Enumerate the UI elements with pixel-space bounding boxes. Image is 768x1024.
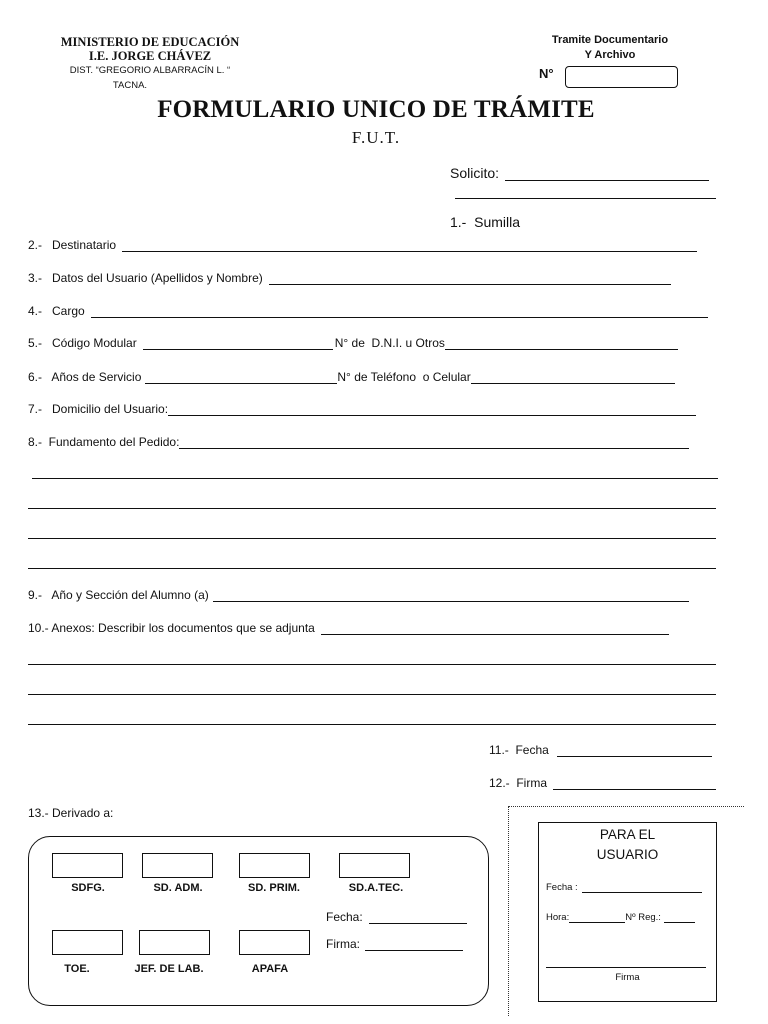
anexos-line[interactable] <box>28 664 716 665</box>
datos-usuario-label: 3.- Datos del Usuario (Apellidos y Nombre) <box>28 271 263 285</box>
fecha-field[interactable] <box>557 745 712 757</box>
user-receipt-reg-field[interactable] <box>664 913 695 923</box>
user-receipt-title-line1: PARA EL <box>599 827 656 842</box>
anio-seccion-field[interactable] <box>213 590 689 602</box>
checkbox-jef-lab[interactable] <box>139 930 210 955</box>
derivado-fecha <box>326 910 467 924</box>
fecha-label: 11.- Fecha <box>489 743 549 757</box>
fundamento-line[interactable] <box>28 508 716 509</box>
cut-line-horizontal <box>508 806 744 807</box>
destinatario-label: 2.- Destinatario <box>28 238 117 252</box>
solicito-field[interactable] <box>505 169 709 181</box>
cargo-row <box>28 302 708 318</box>
anio-seccion-label: 9.- Año y Sección del Alumno (a) <box>28 588 209 602</box>
derivado-firma-label: Firma: <box>326 937 360 951</box>
user-receipt-hora-label: Hora: <box>546 912 570 923</box>
option-label-sd-adm: SD. ADM. <box>153 882 203 894</box>
option-label-sdfg: SDFG. <box>71 882 105 894</box>
destinatario-field[interactable] <box>122 240 697 252</box>
anio-seccion-row <box>28 586 689 602</box>
anios-servicio-row <box>28 368 675 384</box>
checkbox-toe[interactable] <box>52 930 123 955</box>
derivado-label: 13.- Derivado a: <box>28 806 114 820</box>
anexos-line[interactable] <box>28 724 716 725</box>
solicito-row <box>450 163 709 181</box>
cargo-field[interactable] <box>91 306 708 318</box>
form-title: FORMULARIO UNICO DE TRÁMITE <box>157 96 595 123</box>
destinatario-row <box>28 236 697 252</box>
document-number-label: N° <box>539 66 554 81</box>
user-receipt-signature-line[interactable] <box>546 967 706 968</box>
dni-field[interactable] <box>445 338 678 350</box>
office-name-line1: Tramite Documentario <box>551 34 669 46</box>
checkbox-sd-prim[interactable] <box>239 853 310 878</box>
datos-usuario-field[interactable] <box>269 273 671 285</box>
derivado-fecha-field[interactable] <box>369 912 467 924</box>
fundamento-label: 8.- Fundamento del Pedido: <box>28 435 180 449</box>
city-name: TACNA. <box>112 80 148 91</box>
domicilio-label: 7.- Domicilio del Usuario: <box>28 402 169 416</box>
fundamento-field[interactable] <box>179 437 689 449</box>
user-receipt-fecha <box>546 882 702 893</box>
derivado-firma-field[interactable] <box>365 939 463 951</box>
checkbox-sdfg[interactable] <box>52 853 123 878</box>
fecha-row <box>489 741 712 757</box>
form-subtitle: F.U.T. <box>351 128 401 147</box>
firma-label: 12.- Firma <box>489 776 548 790</box>
checkbox-apafa[interactable] <box>239 930 310 955</box>
cut-line-vertical <box>508 806 509 1016</box>
domicilio-row <box>28 400 696 416</box>
derivado-firma <box>326 937 463 951</box>
fundamento-line[interactable] <box>28 538 716 539</box>
domicilio-field[interactable] <box>168 404 696 416</box>
district-name: DIST. “GREGORIO ALBARRACÍN L. “ <box>69 65 231 76</box>
user-receipt-fecha-label: Fecha : <box>546 882 578 893</box>
user-receipt-hora <box>546 912 695 923</box>
ministry-name: MINISTERIO DE EDUCACIÓN <box>60 35 240 49</box>
option-label-sd-prim: SD. PRIM. <box>248 882 300 894</box>
codigo-modular-label: 5.- Código Modular <box>28 336 137 350</box>
firma-field[interactable] <box>553 778 716 790</box>
telefono-field[interactable] <box>471 372 675 384</box>
checkbox-sd-a-tec[interactable] <box>339 853 410 878</box>
office-name-line2: Y Archivo <box>584 49 636 61</box>
firma-row <box>489 774 716 790</box>
option-label-toe: TOE. <box>64 963 90 975</box>
telefono-label: N° de Teléfono o Celular <box>337 370 471 384</box>
anexos-line[interactable] <box>28 694 716 695</box>
codigo-modular-field[interactable] <box>143 338 333 350</box>
user-receipt-title-line2: USUARIO <box>596 847 659 862</box>
anios-servicio-label: 6.- Años de Servicio <box>28 370 142 384</box>
anexos-row <box>28 619 669 635</box>
fundamento-row <box>28 433 689 449</box>
datos-usuario-row <box>28 269 671 285</box>
codigo-modular-row <box>28 334 678 350</box>
option-label-jef-lab: JEF. DE LAB. <box>134 963 204 975</box>
cargo-label: 4.- Cargo <box>28 304 85 318</box>
checkbox-sd-adm[interactable] <box>142 853 213 878</box>
option-label-sd-a-tec: SD.A.TEC. <box>348 882 404 894</box>
document-number-field[interactable] <box>565 66 678 88</box>
fundamento-line[interactable] <box>28 568 716 569</box>
derivado-fecha-label: Fecha: <box>326 910 363 924</box>
anexos-field[interactable] <box>321 623 669 635</box>
anexos-label: 10.- Anexos: Describir los documentos que se adjunta <box>28 621 315 635</box>
sumilla-label: 1.- Sumilla <box>450 214 521 230</box>
user-receipt-hora-field[interactable] <box>569 913 625 923</box>
option-label-apafa: APAFA <box>251 963 289 975</box>
solicito-field-continued[interactable] <box>455 198 716 199</box>
dni-label: N° de D.N.I. u Otros <box>334 336 445 350</box>
anios-servicio-field[interactable] <box>145 372 337 384</box>
solicito-label: Solicito: <box>450 165 500 181</box>
school-name: I.E. JORGE CHÁVEZ <box>88 49 212 63</box>
user-receipt-firma-label: Firma <box>615 972 640 983</box>
user-receipt-fecha-field[interactable] <box>582 883 702 893</box>
fundamento-line[interactable] <box>32 478 718 479</box>
user-receipt-reg-label: Nº Reg.: <box>625 912 661 923</box>
